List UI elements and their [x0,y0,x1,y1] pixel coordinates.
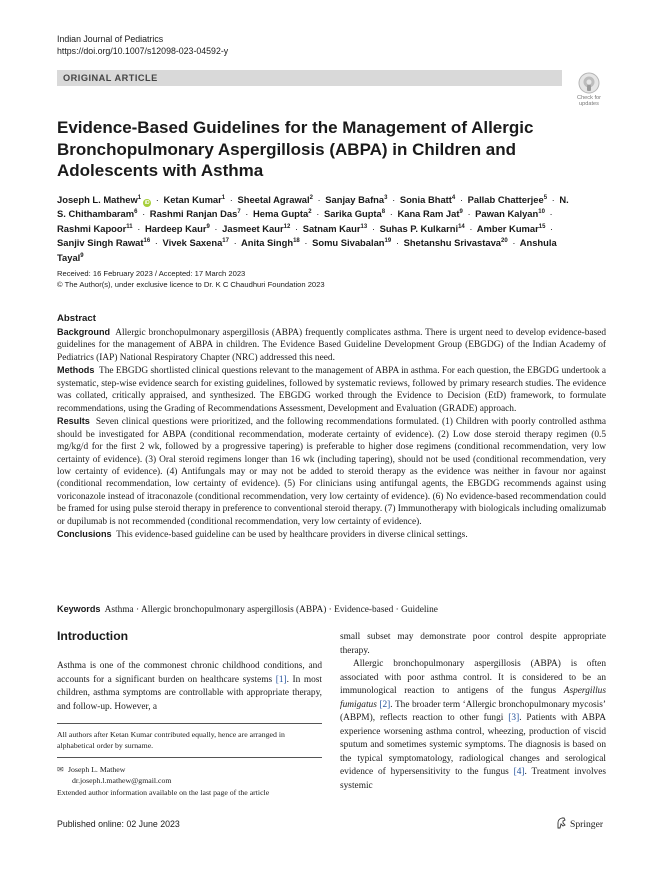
author-separator: · [304,237,308,249]
author-affiliation-number: 5 [543,195,548,201]
author-name[interactable]: Amber Kumar [476,222,539,234]
citation-link[interactable]: [1] [275,674,287,685]
author-name[interactable]: Hardeep Kaur [144,222,207,234]
author-affiliation-number: 9 [80,252,84,259]
envelope-icon: ✉ [57,765,64,774]
citation-link[interactable]: [4] [513,767,525,778]
author-name[interactable]: Anita Singh [240,237,294,249]
author-name[interactable]: Sarika Gupta [323,208,382,220]
author-name[interactable]: Sanjiv Singh Rawat [57,237,144,249]
author-affiliation-number: 9 [206,223,210,230]
doi-link[interactable]: https://doi.org/10.1007/s12098-023-04592-y [57,46,229,56]
author-separator: · [245,208,249,220]
author-affiliation-number: 12 [283,223,291,230]
author-name[interactable]: Anshula Tayal [57,237,557,263]
author-name[interactable]: N. S. Chithambaram [57,194,569,220]
author-separator: · [142,208,146,220]
author-separator: · [316,208,320,220]
author-name[interactable]: Ketan Kumar [163,194,222,205]
intro-heading: Introduction [57,629,129,643]
received-accepted: Received: 16 February 2023 / Accepted: 17 March 2023 [57,269,246,278]
author-separator: · [214,222,218,234]
species-name: Aspergillus fumigatus [340,686,606,710]
author-name[interactable]: Pallab Chatterjee [467,194,544,205]
author-separator: · [395,237,399,249]
abstract-heading: Abstract [57,313,96,324]
copyright: © The Author(s), under exclusive licence to Dr. K C Chaudhuri Foundation 2023 [57,279,325,289]
author-name[interactable]: Pawan Kalyan [475,208,539,220]
extended-info: Extended author information available on the last page of the article [57,787,270,797]
correspondence [57,764,322,798]
author-separator: · [459,194,463,205]
author-name[interactable]: Kana Ram Jat [397,208,460,220]
author-affiliation-number: 13 [360,223,368,230]
author-separator: · [512,237,516,249]
author-separator: · [392,194,396,205]
abstract-results [57,415,606,528]
author-affiliation-number: 1 [221,195,226,201]
intro-text: . In most children, asthma symptoms are controllable with appropriate therapy, and follow-up. However, a [57,674,322,712]
keywords [57,603,438,616]
author-separator: · [551,194,555,205]
correspondence-divider [57,757,322,758]
keywords-text: Asthma · Allergic bronchopulmonary aspergillosis (ABPA) · Evidence-based · Guideline [104,605,438,615]
footnote-divider [57,723,322,724]
author-separator: · [233,237,237,249]
article-type-band [57,70,562,86]
author-list [57,193,577,265]
journal-name: Indian Journal of Pediatrics [57,34,164,44]
article-dates [57,269,325,290]
author-affiliation-number: 19 [384,238,392,245]
author-separator: · [469,222,473,234]
background-text: Allergic bronchopulmonary aspergillosis (ABPA) frequently complicates asthma. There is urgent need to develop evidence-based guidelines for the management of ABPA in children. The Evidence Based Guideline Development Group (EBGDG) of the Indian Academy of Pediatrics (IAP) National Respiratory Chapter (NRC) addressed this need. [57,328,606,363]
author-affiliation-number: 8 [381,209,386,216]
author-name[interactable]: Rashmi Ranjan Das [149,208,238,220]
citation-link[interactable]: [3] [508,713,520,724]
author-affiliation-number: 18 [293,238,300,245]
keywords-label: Keywords [57,604,101,614]
abstract-background [57,326,606,364]
journal-header [57,33,228,57]
intro-left-column [57,628,322,714]
background-label: Background [57,327,111,337]
intro-text: . Treatment involves systemic [340,767,606,792]
author-affiliation-number: 9 [459,209,463,216]
author-affiliation-number: 6 [134,209,138,216]
check-updates-icon [578,72,600,94]
author-affiliation-number: 1 [137,195,142,201]
check-updates-line1: Check for [577,95,601,101]
author-name[interactable]: Sanjay Bafna [325,194,385,205]
intro-right-column [340,631,606,794]
author-separator: · [154,237,158,249]
springer-horse-icon [556,817,567,829]
author-affiliation-number: 11 [126,223,133,230]
conclusions-text: This evidence-based guideline can be used by healthcare providers in diverse clinical settings. [116,530,468,541]
author-name[interactable]: Sonia Bhatt [399,194,452,205]
author-separator: · [550,222,554,234]
intro-text: . The broader term ‘Allergic bronchopulmonary mycosis’ (ABPM), reflects reaction to other fungi [340,699,606,724]
intro-text: Allergic bronchopulmonary aspergillosis (ABPA) is often associated with poor asthma control. It is considered to be an immunological reaction to antigens of the fungus [340,659,606,697]
author-separator: · [371,222,375,234]
orcid-icon[interactable]: iD [144,200,150,206]
abstract-conclusions [57,528,606,541]
author-name[interactable]: Rashmi Kapoor [57,222,127,234]
author-affiliation-number: 2 [309,195,313,201]
intro-paragraph-1 [57,660,322,714]
author-affiliation-number: 10 [538,209,545,216]
publisher-mark [556,817,603,831]
author-affiliation-number: 7 [237,209,241,216]
author-separator: · [229,194,233,205]
results-label: Results [57,416,90,427]
article-title: Evidence-Based Guidelines for the Management of Allergic Bronchopulmonary Aspergillosis (ABPA) in Children and Adolescents with Asthma [57,118,534,180]
author-affiliation-number: 16 [143,238,151,245]
conclusions-label: Conclusions [57,529,112,540]
author-separator: · [155,194,159,205]
intro-paragraph-2 [340,658,606,793]
author-separator: · [317,194,321,205]
author-affiliation-number: 17 [222,238,229,245]
citation-link[interactable]: [2] [379,699,391,710]
methods-label: Methods [57,365,95,376]
corresponding-author: Joseph L. Mathew [68,765,126,774]
author-note: All authors after Ketan Kumar contributed equally, hence are arranged in alphabetical order by surname. [57,730,285,751]
author-affiliation-number: 14 [458,223,465,230]
article-type-label: ORIGINAL ARTICLE [63,73,158,83]
author-name[interactable]: Satnam Kaur [302,222,361,234]
author-affiliation-number: 15 [538,223,546,230]
author-separator: · [549,208,553,220]
author-name[interactable]: Jasmeet Kaur [222,222,284,234]
intro-text: Asthma is one of the commonest chronic childhood conditions, and accounts for a significant burden on healthcare systems [57,661,322,685]
intro-paragraph-1-cont: small subset may demonstrate poor control despite appropriate therapy. [340,632,606,656]
abstract-methods [57,364,606,415]
published-online: Published online: 02 June 2023 [57,819,180,829]
author-name[interactable]: Shetanshu Srivastava [403,237,502,249]
author-name[interactable]: Joseph L. Mathew [57,194,138,205]
author-affiliation-number: 20 [501,238,508,245]
author-name[interactable]: Hema Gupta [253,208,309,220]
author-name[interactable]: Somu Sivabalan [312,237,385,249]
author-affiliation-number: 3 [384,195,388,201]
author-separator: · [294,222,299,234]
author-separator: · [467,208,471,220]
author-separator: · [137,222,141,234]
author-affiliation-number: 2 [308,209,312,216]
author-name[interactable]: Vivek Saxena [162,237,223,249]
methods-text: The EBGDG shortlisted clinical questions relevant to the management of ABPA in asthma. For each question, the EBGDG undertook a systematic, step-wise evidence search for existing guidelines, followed by systematic reviews, followed by primary research studies. The evidence was collated, critically appraised, and synthesized. The EBGDG worked through the Evidence to Decision (EtD) framework, to formulate recommendations, using the Grading of Recommendations Assessment, Development and Evaluation (GRADE) approach. [57,366,606,414]
intro-text: . Patients with ABPA experience worsening asthma control, wheezing, production of viscid sputum and sometimes systemic symptoms. The diagnosis is based on the typical symptomatology, radiological changes and serological evidence of hypersensitivity to the fungus [340,713,606,778]
author-separator: · [389,208,393,220]
author-affiliation-number: 4 [451,195,456,201]
author-name[interactable]: Suhas P. Kulkarni [379,222,459,234]
results-text: Seven clinical questions were prioritized, and the following recommendations formulated. (1) Children with poorly controlled asthma should be investigated for ABPA (conditional recommendation, moderate certainty of evidence). (2) Low dose steroid therapy regimen (0.5 mg/kg/d for the first 2 wk, followed by a progressive tapering) is preferable to higher dose regimens (conditional recommendation, very low certainty of evidence). (3) Oral steroid regimens longer than 16 wk (including tapering), should not be used (conditional recommendation, very low certainty of evidence). (4) Antifungals may or may not be added to steroid therapy as the evidence was neither in favour nor against (conditional recommendation, low certainty of evidence). (5) For clinicians using antifungal agents, the EBGDG recommends against using voriconazole instead of itraconazole (conditional recommendation, very low certainty of evidence). (6) No evidence-based recommendation could be framed for using pulse steroid therapy in preference to conventional steroid therapy. (7) Immunotherapy with biologicals including omalizumab or dupilumab is not recommended (conditional recommendation, very low certainty of evidence). [57,417,607,527]
abstract [57,313,606,542]
check-updates-line2: updates [579,101,599,107]
check-for-updates-badge[interactable] [572,72,606,106]
author-name[interactable]: Sheetal Agrawal [237,194,310,205]
publisher-name: Springer [570,819,604,830]
email-link[interactable]: dr.joseph.l.mathew@gmail.com [72,776,172,786]
